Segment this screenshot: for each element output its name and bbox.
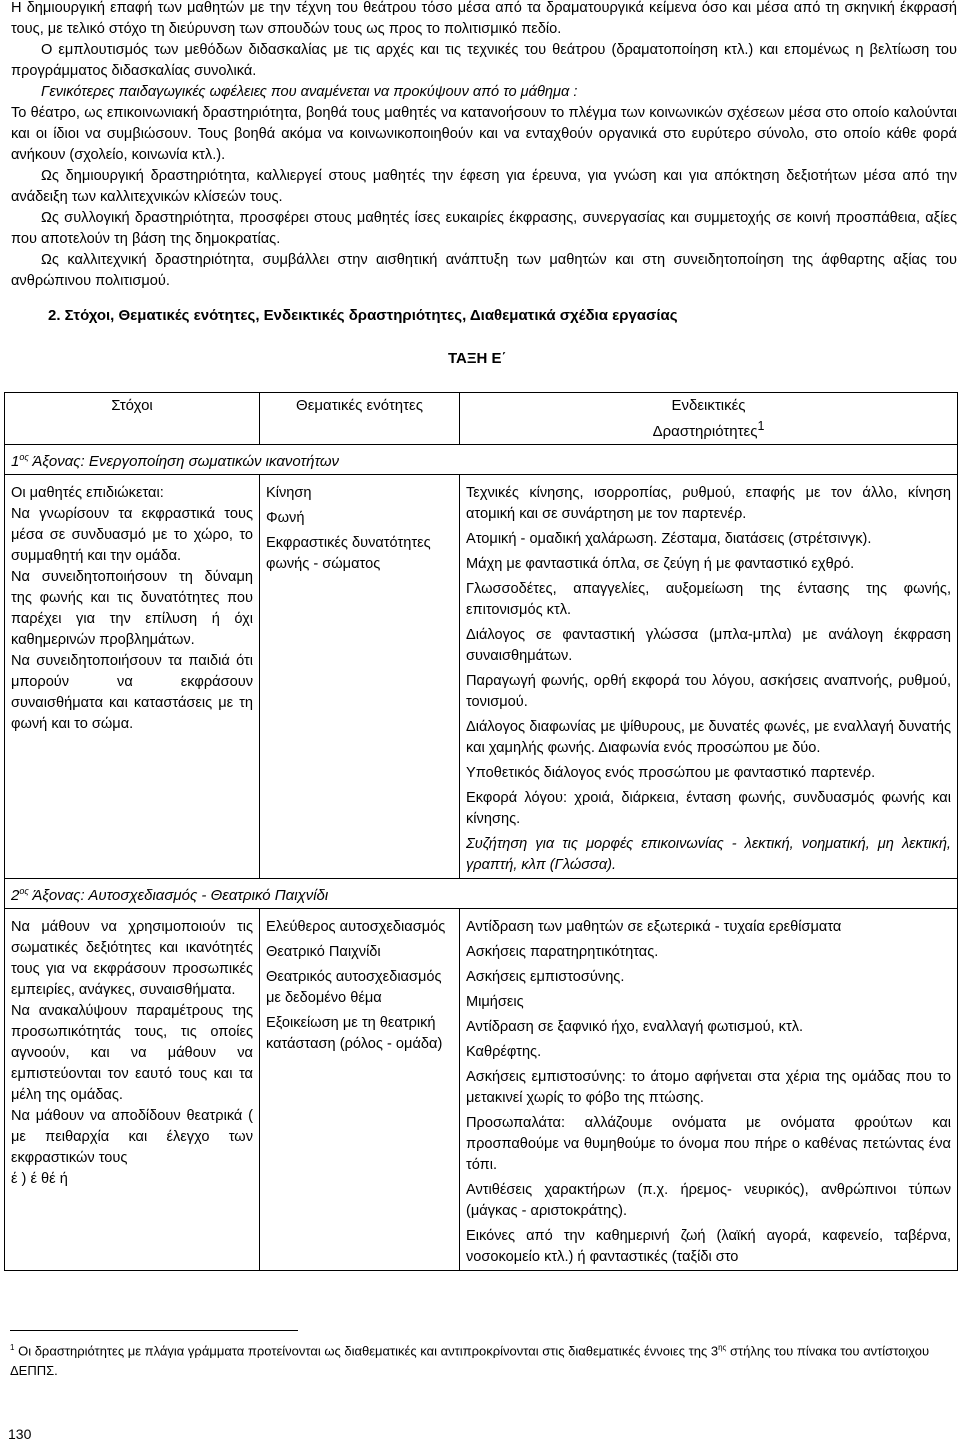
goal-item: Να μάθουν να χρησιμοποιούν τις σωματικές δεξιότητες και ικανότητές τους για να εκφράσουν προσωπικές εμπειρίες, ανάγκες, συναισθήματα. bbox=[11, 919, 253, 998]
section-title: 2. Στόχοι, Θεματικές ενότητες, Ενδεικτικές δραστηριότητες, Διαθεματικά σχέδια εργασίας bbox=[48, 307, 678, 324]
page-number: 130 bbox=[8, 1426, 32, 1442]
unit-item: Θεατρικό Παιχνίδι bbox=[266, 944, 381, 960]
unit-item: Ελεύθερος αυτοσχεδιασμός bbox=[266, 919, 446, 935]
activity-item: Παραγωγή φωνής, ορθή εκφορά του λόγου, ασκήσεις αναπνοής, ρυθμού, τονισμού. bbox=[466, 673, 951, 710]
unit-item: Θεατρικός αυτοσχεδιασμός με δεδομένο θέμα bbox=[266, 969, 442, 1006]
table-header-row bbox=[5, 393, 958, 445]
goal-item: Οι μαθητές επιδιώκεται: bbox=[11, 485, 164, 501]
activity-item: Εικόνες από την καθημερινή ζωή (λαϊκή αγορά, καφενείο, ταβέρνα, νοσοκομείο κτλ.) ή φανταστικές (ταξίδι στο bbox=[466, 1228, 951, 1265]
intro-paragraph: Ως καλλιτεχνική δραστηριότητα, συμβάλλει στην αισθητική ανάπτυξη των μαθητών και στη συνειδητοποίηση της άφθαρτης αξίας του ανθρώπινου πολιτισμού. bbox=[11, 252, 957, 289]
activity-item: Καθρέφτης. bbox=[466, 1044, 542, 1060]
header-goals: Στόχοι bbox=[5, 393, 260, 445]
unit-item: Εξοικείωση με τη θεατρική κατάσταση (ρόλος - ομάδα) bbox=[266, 1015, 443, 1052]
activity-item: Μιμήσεις bbox=[466, 994, 524, 1010]
goal-item: Να συνειδητοποιήσουν τη δύναμη της φωνής και τις δυνατότητες που παρέχει για την επίλυση ή όχι καθημερινών προβλημάτων. bbox=[11, 569, 253, 648]
intro-paragraph: Ως δημιουργική δραστηριότητα, καλλιεργεί στους μαθητές την έφεση για έρευνα, για γνώση και για απόκτηση δεξιοτήτων μέσα από την ανάδειξη των καλλιτεχνικών κλίσεών τους. bbox=[11, 168, 957, 205]
activity-item: Μάχη με φανταστικά όπλα, σε ζεύγη ή με φανταστικό εχθρό. bbox=[466, 556, 855, 572]
axis-2-activities bbox=[460, 909, 958, 1271]
axis-2-units bbox=[260, 909, 460, 1271]
activity-item: Ασκήσεις παρατηρητικότητας. bbox=[466, 944, 659, 960]
table-row bbox=[5, 909, 958, 1271]
header-units: Θεματικές ενότητες bbox=[260, 393, 460, 445]
intro-paragraph: Η δημιουργική επαφή των μαθητών με την τέχνη του θεάτρου τόσο μέσα από τα δραματουργικά κείμενα όσο και μέσα από τη σκηνική έκφρασή τους, με τελικό στόχο τη διεύρυνση των σπουδών τους ως προς το πολιτισμικό πεδίο. bbox=[11, 0, 957, 37]
footnote-divider bbox=[10, 1330, 298, 1331]
unit-item: Εκφραστικές δυνατότητες φωνής - σώματος bbox=[266, 535, 431, 572]
unit-item: Φωνή bbox=[266, 510, 305, 526]
footnote: $^1$ Οι δραστηριότητες με πλάγια γράμματα προτείνονται ως διαθεματικές και αντιπροκρίνονται στις διαθεματικές έννοιες της $3^{\eta\varsigma}$ στήλης του πίνακα του αντίστοιχου ΔΕΠΠΣ. bbox=[10, 1343, 930, 1379]
activity-item: Προσωπαλάτα: αλλάζουμε ονόματα με ονόματα φρούτων και προσπαθούμε να θυμηθούμε το όνομα που πήρε ο καθένας πετώντας ένα τόπι. bbox=[466, 1115, 951, 1173]
intro-paragraph: Ο εμπλουτισμός των μεθόδων διδασκαλίας με τις αρχές και τις τεχνικές του θεάτρου (δραματοποίηση κτλ.) και επομένως η βελτίωση του προγράμματος διδασκαλίας συνολικά. bbox=[11, 42, 957, 79]
activity-item: Τεχνικές κίνησης, ισορροπίας, ρυθμού, επαφής με τον άλλο, κίνηση ατομική και σε συνάρτηση με τον παρτενέρ. bbox=[466, 485, 951, 522]
curriculum-table bbox=[4, 392, 958, 1271]
activity-item: Διάλογος διαφωνίας με ψίθυρους, με δυνατές φωνές, με εναλλαγή δυνατής και χαμηλής φωνής. Διαφωνία ενός προσώπου με δύο. bbox=[466, 719, 951, 756]
axis-row bbox=[5, 879, 958, 909]
axis-2-goals bbox=[5, 909, 260, 1271]
intro-paragraph: Το θέατρο, ως επικοινωνιακή δραστηριότητα, βοηθά τους μαθητές να κατανοήσουν το πλέγμα των κοινωνικών σχέσεων μέσα στο οποίο καλούνται και οι ίδιοι να συμβιώσουν. Τους βοηθά ακόμα να κοινωνικοποιηθούν και να ενταχθούν οργανικά στο ευρύτερο σύνολο, στο οποίο κάθε φορά ανήκουν (σχολείο, κοινωνία κτλ.). bbox=[11, 105, 957, 163]
intro-paragraph: Ως συλλογική δραστηριότητα, προσφέρει στους μαθητές ίσες ευκαιρίες έκφρασης, συνεργασίας και συμμετοχής σε κοινή προσπάθεια, αξίες που αποτελούν τη βάση της δημοκρατίας. bbox=[11, 210, 957, 247]
activity-item: Υποθετικός διάλογος ενός προσώπου με φανταστικό παρτενέρ. bbox=[466, 765, 876, 781]
activity-item: Ατομική - ομαδική χαλάρωση. Ζέσταμα, διατάσεις (στρέτσινγκ). bbox=[466, 531, 872, 547]
activity-item-crossthematic: Συζήτηση για τις μορφές επικοινωνίας - λεκτική, νοηματική, μη λεκτική, γραπτή, κλπ (Γλώσσα). bbox=[466, 836, 951, 873]
goal-item: Να ανακαλύψουν παραμέτρους της προσωπικότητάς τους, τις οποίες αγνοούν, και να μάθουν να εμπιστεύονται τον εαυτό τους και τα μέλη της ομάδας. bbox=[11, 1003, 253, 1103]
benefits-heading: Γενικότερες παιδαγωγικές ωφέλειες που αναμένεται να προκύψουν από το μάθημα : bbox=[41, 84, 578, 100]
intro-text bbox=[11, 0, 957, 292]
class-title: ΤΑΞΗ Ε΄ bbox=[448, 350, 507, 367]
activity-item: Γλωσσοδέτες, απαγγελίες, αυξομείωση της έντασης της φωνής, επιτονισμός κτλ. bbox=[466, 581, 951, 618]
activity-item: Διάλογος σε φανταστική γλώσσα (μπλα-μπλα) με ανάλογη έκφραση συναισθημάτων. bbox=[466, 627, 951, 664]
activity-item: Αντίδραση σε ξαφνικό ήχο, εναλλαγή φωτισμού, κτλ. bbox=[466, 1019, 804, 1035]
activity-item: Ασκήσεις εμπιστοσύνης. bbox=[466, 969, 625, 985]
activity-item: Αντιθέσεις χαρακτήρων (π.χ. ήρεμος- νευρικός), ανθρώπινοι τύπων (μάγκας - αριστοκράτης). bbox=[466, 1182, 951, 1219]
goal-item: Να γνωρίσουν τα εκφραστικά τους μέσα σε συνδυασμό με το χώρο, το συμμαθητή και την ομάδα. bbox=[11, 506, 253, 564]
unit-item: Κίνηση bbox=[266, 485, 312, 501]
goal-item: Να μάθουν να αποδίδουν θεατρικά ( με πειθαρχία και έλεγχο των εκφραστικών τους bbox=[11, 1108, 253, 1166]
axis-1-heading: $1^{o\varsigma}$ Άξονας: Ενεργοποίηση σωματικών ικανοτήτων bbox=[5, 445, 958, 475]
activity-item: Ασκήσεις εμπιστοσύνης: το άτομο αφήνεται στα χέρια της ομάδας που το μετακινεί χωρίς το φόβο της πτώσης. bbox=[466, 1069, 951, 1106]
goal-item: Να συνειδητοποιήσουν τα παιδιά ότι μπορούν να εκφράσουν συναισθήματα και καταστάσεις με τη φωνή και το σώμα. bbox=[11, 653, 253, 732]
goal-item: έ ) έ θέ ή bbox=[11, 1171, 68, 1187]
axis-1-goals bbox=[5, 475, 260, 879]
activity-item: Εκφορά λόγου: χροιά, διάρκεια, ένταση φωνής, συνδυασμός φωνής και κίνησης. bbox=[466, 790, 951, 827]
footnote-ref: 1 bbox=[757, 419, 765, 433]
footnote-number: 1 bbox=[10, 1343, 15, 1352]
axis-2-heading: $2^{o\varsigma}$ Άξονας: Αυτοσχεδιασμός - Θεατρικό Παιχνίδι bbox=[5, 879, 958, 909]
axis-row bbox=[5, 445, 958, 475]
axis-1-units bbox=[260, 475, 460, 879]
axis-1-activities bbox=[460, 475, 958, 879]
activity-item: Αντίδραση των μαθητών σε εξωτερικά - τυχαία ερεθίσματα bbox=[466, 919, 842, 935]
header-activities: Ενδεικτικές Δραστηριότητες$^1$ bbox=[460, 393, 958, 445]
table-row bbox=[5, 475, 958, 879]
